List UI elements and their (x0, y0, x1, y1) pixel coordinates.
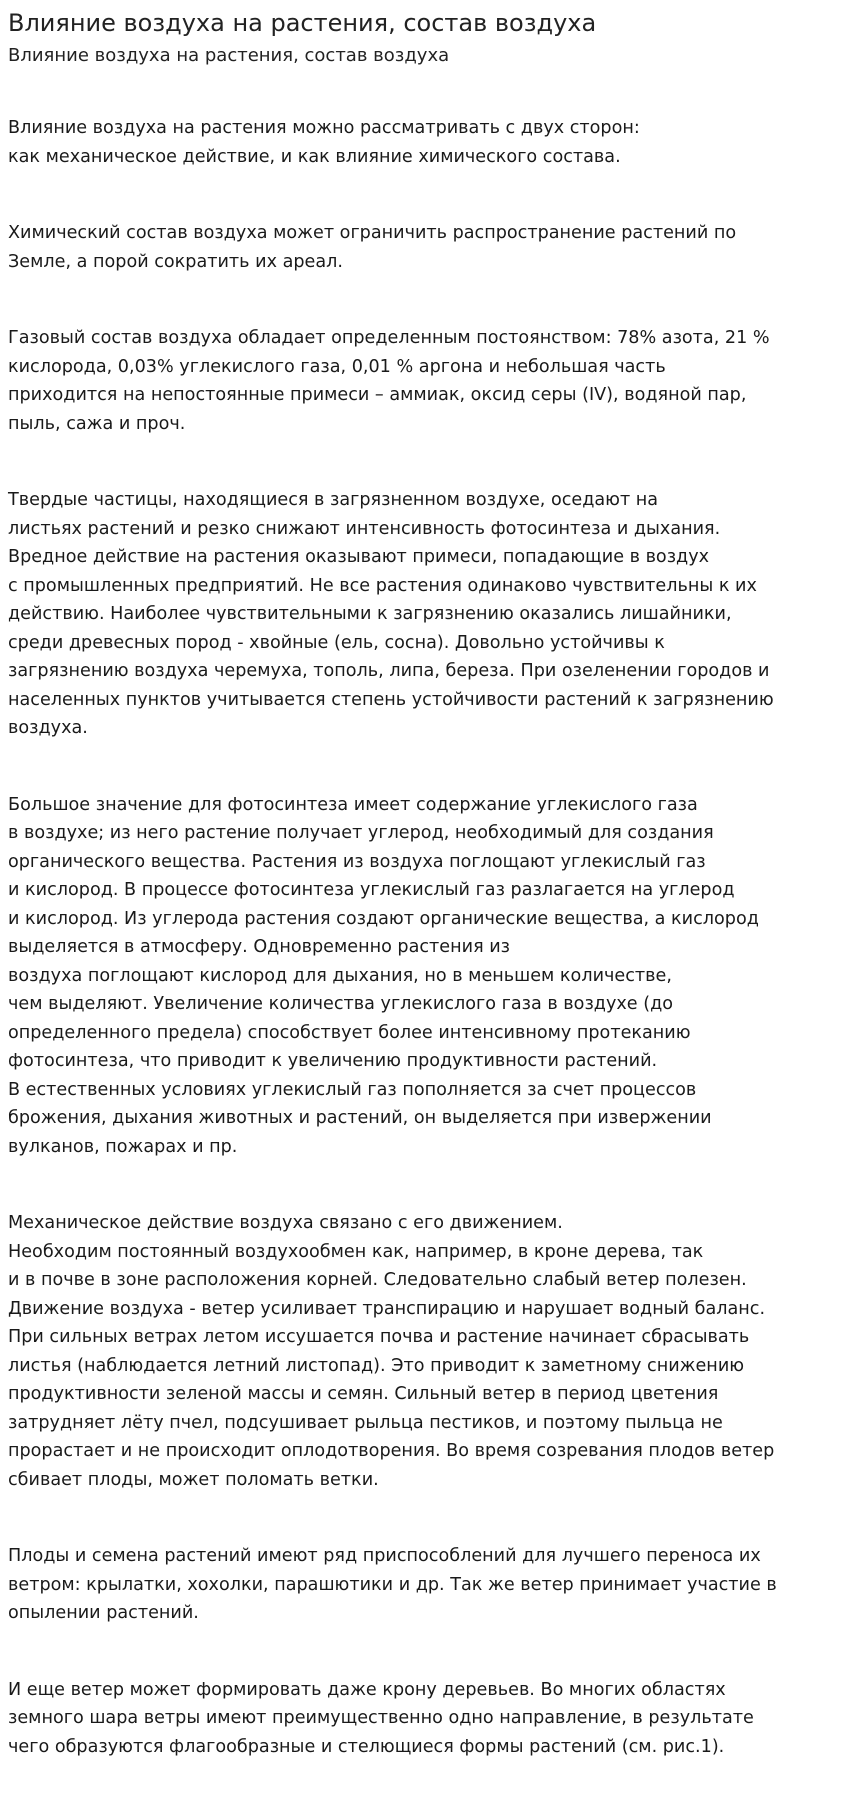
paragraph-gas-composition: Газовый состав воздуха обладает определенным постоянством: 78% азота, 21 % кислорода, 0,03% углекислого газа, 0,01 % аргона и небольшая часть приходится на непостоянные примеси – аммиак, оксид серы (IV), водяной пар, пыль, сажа и проч. (8, 328, 770, 434)
paragraph-chemical-composition: Химический состав воздуха может ограничить распространение растений по Земле, а порой сократить их ареал. (8, 223, 737, 272)
paragraph-photosynthesis: Большое значение для фотосинтеза имеет содержание углекислого газа в воздухе; из него растение получает углерод, необходимый для создания органического вещества. Растения из воздуха поглощают углекислый газ и кислород. В процессе фотосинтеза углекислый газ разлагается на углерод и кислород. Из углерода растения создают органические вещества, а кислород выделяется в атмосферу. Одновременно растения из воздуха поглощают кислород для дыхания, но в меньшем количестве, чем выделяют. Увеличение количества углекислого газа в воздухе (до определенного предела) способствует более интенсивному протеканию фотосинтеза, что приводит к увеличению продуктивности растений. В естественных условиях углекислый газ пополняется за счет процессов брожения, дыхания животных и растений, он выделяется при извержении вулканов, пожарах и пр. (8, 794, 759, 1157)
paragraph-crown-shape: И еще ветер может формировать даже крону деревьев. Во многих областях земного шара ветры имеют преимущественно одно направление, в результате чего образуются флагообразные и стелющиеся формы растений (см. рис.1). (8, 1679, 754, 1757)
paragraph-seed-dispersal: Плоды и семена растений имеют ряд приспособлений для лучшего переноса их ветром: крылатки, хохолки, парашютики и др. Так же ветер принимает участие в опылении растений. (8, 1546, 777, 1623)
paragraph-mechanical-action: Механическое действие воздуха связано с его движением. Необходим постоянный воздухообмен как, например, в кроне дерева, так и в почве в зоне расположения корней. Следовательно слабый ветер полезен. Движение воздуха - ветер усиливает транспирацию и нарушает водный баланс. При сильных ветрах летом иссушается почва и растение начинает сбрасывать листья (наблюдается летний листопад). Это приводит к заметному снижению продуктивности зеленой массы и семян. Сильный ветер в период цветения затрудняет лёту пчел, подсушивает рыльца пестиков, и поэтому пыльца не прорастает и не происходит оплодотворения. Во время созревания плодов ветер сбивает плоды, может поломать ветки. (8, 1213, 775, 1490)
paragraph-pollution: Твердые частицы, находящиеся в загрязненном воздухе, оседают на листьях растений и резко снижают интенсивность фотосинтеза и дыхания. Вредное действие на растения оказывают примеси, попадающие в воздух с промышленных предприятий. Не все растения одинаково чувствительны к их действию. Наиболее чувствительными к загрязнению оказались лишайники, среди древесных пород - хвойные (ель, сосна). Довольно устойчивы к загрязнению воздуха черемуха, тополь, липа, береза. При озеленении городов и населенных пунктов учитывается степень устойчивости растений к загрязнению воздуха. (8, 490, 774, 738)
paragraph-intro: Влияние воздуха на растения можно рассматривать с двух сторон: как механическое действие, и как влияние химического состава. (8, 118, 640, 167)
page-title: Влияние воздуха на растения, состав воздуха (8, 9, 597, 37)
page-subtitle: Влияние воздуха на растения, состав воздуха (8, 45, 450, 66)
